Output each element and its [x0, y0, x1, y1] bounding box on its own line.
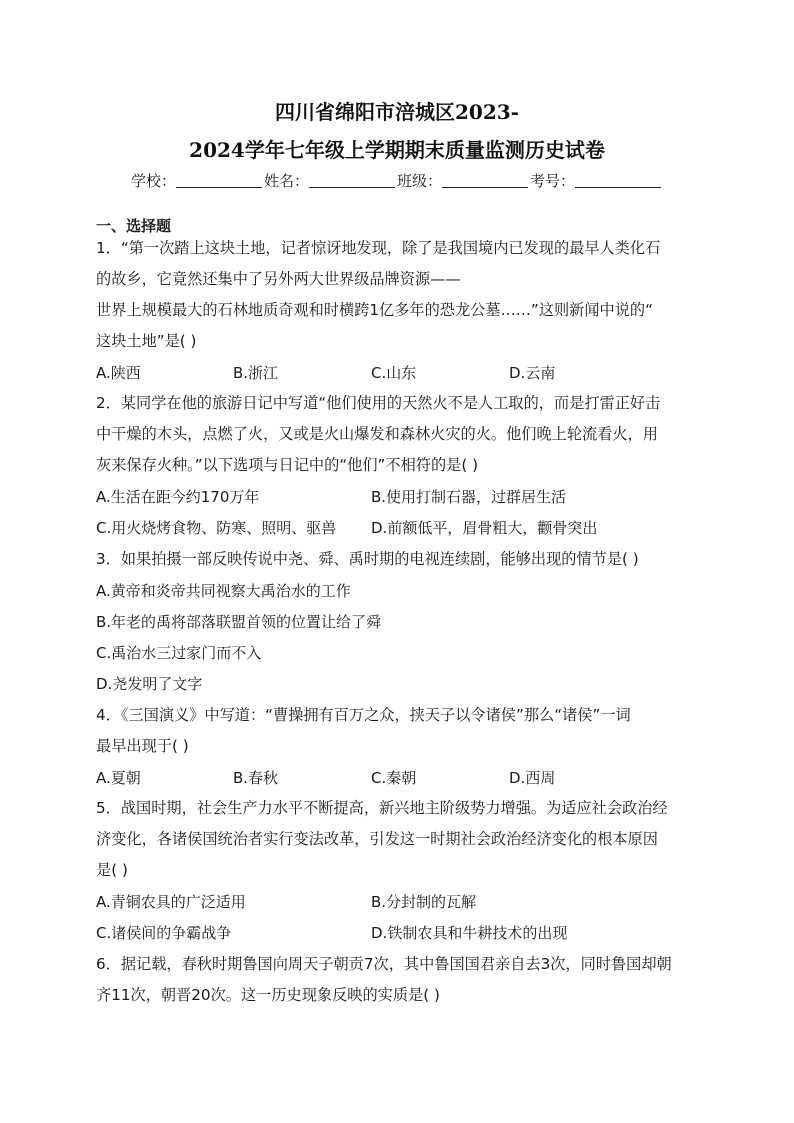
exam-number-field: [530, 171, 663, 191]
question-line: 4．《三国演义》中写道：“曹操拥有百万之众，挟天子以令诸侯”那么“诸侯”一词: [96, 706, 631, 724]
question-line: 世界上规模最大的石林地质奇观和时横跨1亿多年的恐龙公墓……”这则新闻中说的“: [96, 301, 653, 319]
option-a[interactable]: A.夏朝: [96, 769, 141, 787]
question-line: 齐11次，朝晋20次。这一历史现象反映的实质是( ): [96, 986, 440, 1004]
option-c[interactable]: C.秦朝: [371, 769, 417, 787]
exam-number-label: 考号：: [530, 172, 576, 190]
option-d[interactable]: D.西周: [509, 769, 556, 787]
exam-number-blank[interactable]: [575, 173, 661, 188]
option-b[interactable]: B.浙江: [233, 364, 279, 382]
question-line: 2．某同学在他的旅游日记中写道“他们使用的天然火不是人工取的，而是打雷正好击: [96, 394, 661, 412]
school-field: [131, 171, 264, 191]
option-b[interactable]: B.使用打制石器，过群居生活: [371, 488, 567, 506]
option-d[interactable]: D.铁制农具和牛耕技术的出现: [371, 924, 568, 942]
question-line: 灰来保存火种。”以下选项与日记中的“他们”不相符的是( ): [96, 456, 478, 474]
exam-title-line-1: 四川省绵阳市涪城区2023-: [275, 100, 519, 124]
school-label: 学校：: [130, 172, 176, 190]
question-line: 的故乡，它竟然还集中了另外两大世界级品牌资源——: [96, 270, 461, 288]
option-a[interactable]: A.生活在距今约170万年: [96, 488, 260, 506]
question-line: 3．如果拍摄一部反映传说中尧、舜、禹时期的电视连续剧，能够出现的情节是( ): [96, 550, 639, 568]
option-c[interactable]: C.禹治水三过家门而不入: [96, 644, 262, 662]
class-field: [397, 171, 530, 191]
question-line: 中干燥的木头，点燃了火，又或是火山爆发和森林火灾的火。他们晚上轮流看火，用: [96, 425, 658, 443]
class-blank[interactable]: [442, 173, 528, 188]
student-info-line: [0, 171, 794, 191]
question-line: 5．战国时期，社会生产力水平不断提高，新兴地主阶级势力增强。为适应社会政治经: [96, 799, 668, 817]
option-a[interactable]: A.陕西: [96, 364, 141, 382]
option-b[interactable]: B.分封制的瓦解: [371, 893, 477, 911]
option-b[interactable]: B.年老的禹将部落联盟首领的位置让给了舜: [96, 613, 382, 631]
option-b[interactable]: B.春秋: [233, 769, 279, 787]
option-d[interactable]: D.云南: [509, 364, 556, 382]
question-line: 这块土地”是( ): [96, 332, 197, 350]
option-d[interactable]: D.尧发明了文字: [96, 675, 203, 693]
name-field: [264, 171, 397, 191]
option-c[interactable]: C.山东: [371, 364, 417, 382]
name-label: 姓名：: [263, 172, 309, 190]
question-line: 1．“第一次踏上这块土地，记者惊讶地发现，除了是我国境内已发现的最早人类化石: [96, 239, 661, 257]
class-label: 班级：: [397, 172, 443, 190]
question-line: 最早出现于( ): [96, 737, 189, 755]
question-line: 是( ): [96, 861, 128, 879]
exam-title-line-2: 2024学年七年级上学期期末质量监测历史试卷: [189, 138, 605, 162]
option-a[interactable]: A.青铜农具的广泛适用: [96, 893, 246, 911]
school-blank[interactable]: [176, 173, 262, 188]
question-line: 6．据记载，春秋时期鲁国向周天子朝贡7次，其中鲁国国君亲自去3次，同时鲁国却朝: [96, 955, 672, 973]
option-d[interactable]: D.前额低平，眉骨粗大，颧骨突出: [371, 519, 598, 537]
option-c[interactable]: C.诸侯间的争霸战争: [96, 924, 232, 942]
option-a[interactable]: A.黄帝和炎帝共同视察大禹治水的工作: [96, 582, 351, 600]
question-line: 济变化，各诸侯国统治者实行变法改革，引发这一时期社会政治经济变化的根本原因: [96, 830, 658, 848]
option-c[interactable]: C.用火烧烤食物、防寒、照明、驱兽: [96, 519, 337, 537]
section-title: 一、选择题: [96, 217, 172, 235]
name-blank[interactable]: [309, 173, 395, 188]
